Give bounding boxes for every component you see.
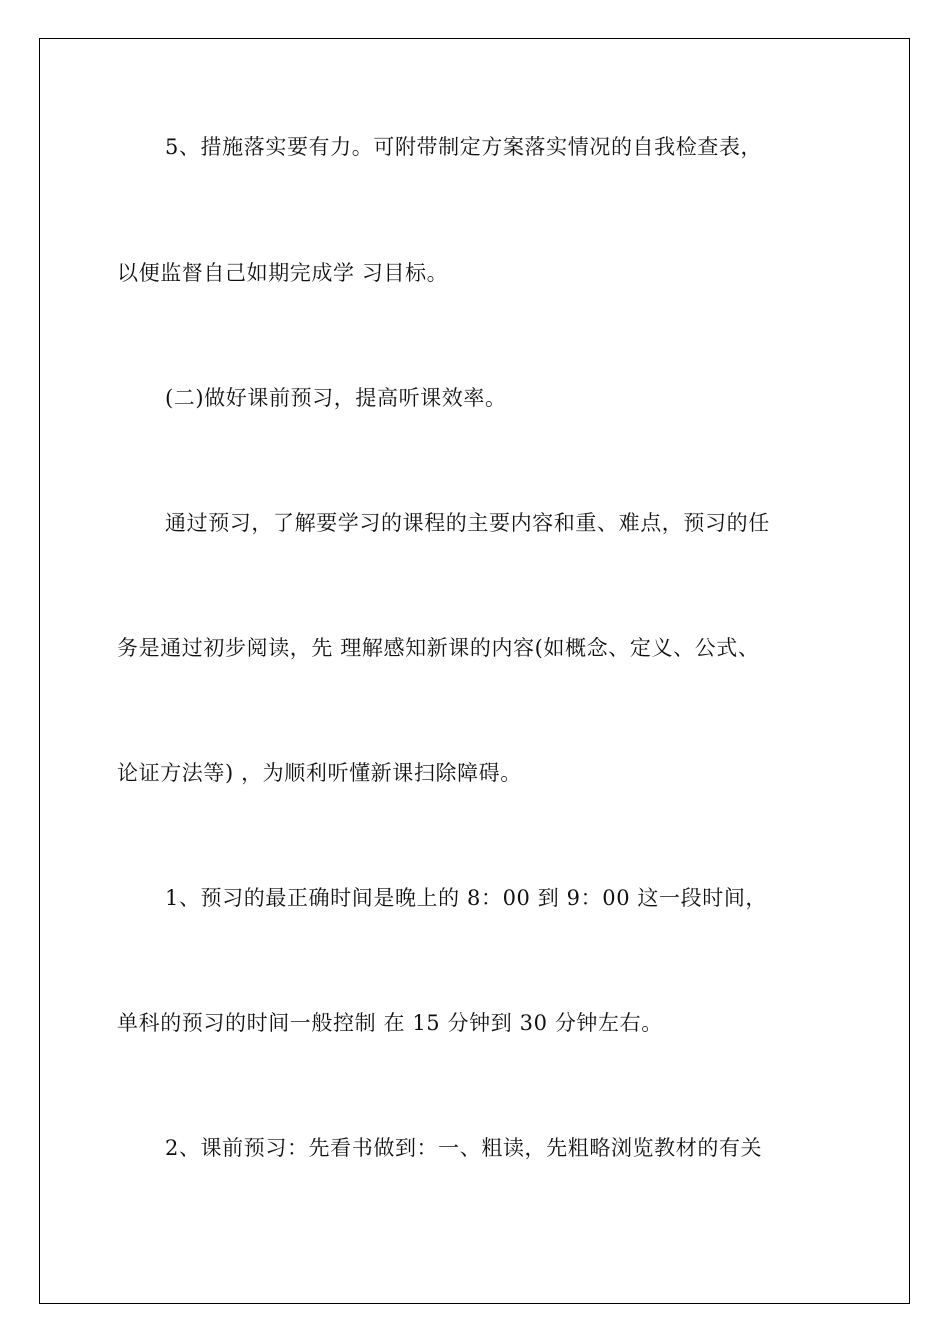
paragraph-line-3: 通过预习，了解要学习的课程的主要内容和重、难点，预习的任	[165, 511, 770, 535]
paragraph-line-2: 以便监督自己如期完成学 习目标。	[117, 261, 449, 285]
paragraph-line-6: 1、预习的最正确时间是晚上的 8：00 到 9：00 这一段时间，	[165, 886, 768, 910]
paragraph-line-8: 2、课前预习：先看书做到：一、粗读，先粗略浏览教材的有关	[165, 1136, 763, 1160]
section-heading: (二)做好课前预习，提高听课效率。	[165, 386, 507, 410]
paragraph-line-1: 5、措施落实要有力。可附带制定方案落实情况的自我检查表，	[165, 135, 763, 159]
page-border	[39, 38, 910, 1304]
paragraph-line-5: 论证方法等) ，为顺利听懂新课扫除障碍。	[117, 761, 522, 785]
paragraph-line-4: 务是通过初步阅读，先 理解感知新课的内容(如概念、定义、公式、	[117, 636, 760, 660]
paragraph-line-7: 单科的预习的时间一般控制 在 15 分钟到 30 分钟左右。	[117, 1011, 663, 1035]
